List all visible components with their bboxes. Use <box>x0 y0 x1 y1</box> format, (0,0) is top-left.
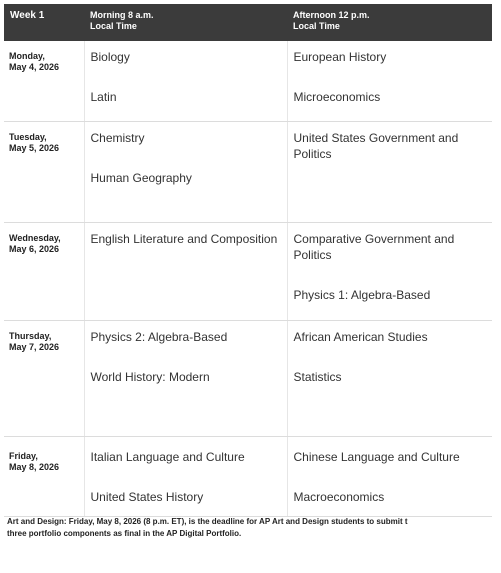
day-date: May 7, 2026 <box>9 341 60 352</box>
exam-subject: United States History <box>90 489 204 504</box>
exam-subject: Microeconomics <box>293 90 381 104</box>
art-and-design-note <box>7 516 493 540</box>
day-date: May 4, 2026 <box>9 62 60 72</box>
day-date: May 5, 2026 <box>9 142 60 153</box>
exam-subject: World History: Modern <box>90 369 210 384</box>
day-name: Wednesday, <box>9 232 61 243</box>
day-cell <box>4 320 84 436</box>
table-row <box>4 41 492 121</box>
day-date: May 6, 2026 <box>9 243 60 254</box>
afternoon-cell <box>287 320 492 436</box>
exam-schedule-table <box>4 4 492 517</box>
morning-header-subtitle: Local Time <box>90 21 137 31</box>
day-cell <box>4 222 84 320</box>
morning-header <box>84 4 287 41</box>
exam-subject: Physics 1: Algebra-Based <box>293 287 431 302</box>
exam-subject: European History <box>293 50 387 64</box>
day-name: Tuesday, <box>9 131 47 142</box>
day-name: Thursday, <box>9 330 52 341</box>
week-header: Week 1 <box>4 4 84 41</box>
table-row <box>4 121 492 222</box>
morning-cell <box>84 121 287 222</box>
morning-cell <box>84 320 287 436</box>
day-cell <box>4 121 84 222</box>
footnote-line: three portfolio components as final in the AP Digital Portfolio. <box>7 529 242 538</box>
exam-subject: English Literature and Composition <box>90 231 278 246</box>
exam-subject: Comparative Government and Politics <box>293 231 455 262</box>
afternoon-cell <box>287 436 492 516</box>
table-row <box>4 222 492 320</box>
exam-subject: Statistics <box>293 369 342 384</box>
exam-subject: African American Studies <box>293 329 428 344</box>
afternoon-cell <box>287 41 492 121</box>
day-date: May 8, 2026 <box>9 461 60 472</box>
morning-cell <box>84 41 287 121</box>
morning-header-title: Morning 8 a.m. <box>90 10 154 20</box>
exam-subject: Biology <box>90 50 130 64</box>
exam-subject: United States Government and Politics <box>293 130 459 161</box>
morning-cell <box>84 436 287 516</box>
day-name: Friday, <box>9 450 38 461</box>
afternoon-header <box>287 4 492 41</box>
day-cell <box>4 41 84 121</box>
afternoon-header-subtitle: Local Time <box>293 21 340 31</box>
footnote-line: Art and Design: Friday, May 8, 2026 (8 p.m. ET), is the deadline for AP Art and Design students to submit t <box>7 517 408 526</box>
header-row <box>4 4 492 41</box>
exam-subject: Chemistry <box>90 130 145 145</box>
exam-subject: Chinese Language and Culture <box>293 449 460 464</box>
afternoon-cell <box>287 222 492 320</box>
morning-cell <box>84 222 287 320</box>
exam-subject: Italian Language and Culture <box>90 449 245 464</box>
afternoon-cell <box>287 121 492 222</box>
exam-subject: Human Geography <box>90 170 192 185</box>
day-name: Monday, <box>9 51 45 61</box>
exam-subject: Latin <box>90 90 117 104</box>
table-row <box>4 320 492 436</box>
afternoon-header-title: Afternoon 12 p.m. <box>293 10 370 20</box>
exam-subject: Physics 2: Algebra-Based <box>90 329 228 344</box>
exam-subject: Macroeconomics <box>293 489 385 504</box>
table-row <box>4 436 492 516</box>
day-cell <box>4 436 84 516</box>
